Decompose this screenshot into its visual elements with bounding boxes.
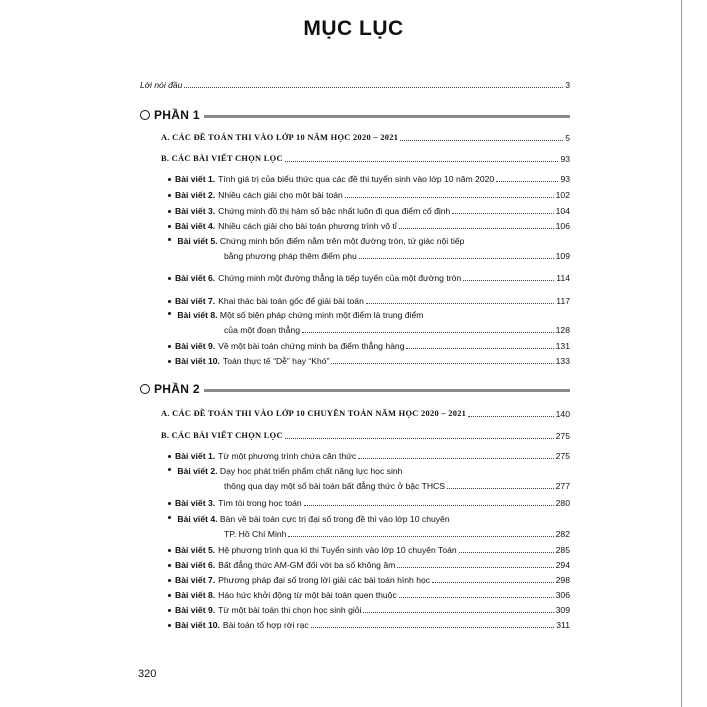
page-ref: 294 [555, 560, 570, 570]
toc-article-continuation[interactable] [224, 325, 570, 335]
circle-icon [140, 384, 150, 394]
leader-dots [468, 416, 553, 417]
part-label: PHẦN 2 [154, 382, 200, 396]
bullet-icon [168, 360, 171, 363]
article-title-cont: TP. Hồ Chí Minh [224, 529, 287, 539]
article-number: Bài viết 6. [175, 273, 216, 283]
part-1-header [140, 108, 570, 122]
article-title: Chứng minh bốn điểm nằm trên một đường tròn, tứ giác nội tiếp [219, 236, 465, 246]
article-number: Bài viết 10. [175, 620, 220, 630]
bullet-icon [168, 178, 171, 181]
part-rule [204, 115, 570, 118]
bullet-icon [168, 609, 171, 612]
leader-dots [359, 258, 554, 259]
leader-dots [463, 280, 554, 281]
toc-section[interactable] [161, 431, 570, 441]
article-title: Tính giá trị của biểu thức qua các đề thi tuyển sinh vào lớp 10 năm 2020 [218, 174, 495, 184]
leader-dots [304, 505, 554, 506]
page-ref: 104 [555, 206, 570, 216]
article-title: Về một bài toán chứng minh ba điểm thẳng hàng [218, 341, 405, 351]
toc-section[interactable] [161, 409, 570, 419]
page-ref: 285 [555, 545, 570, 555]
article-number: Bài viết 1. [175, 451, 216, 461]
article-number: Bài viết 1. [175, 174, 216, 184]
circle-icon [140, 110, 150, 120]
leader-dots [459, 552, 554, 553]
leader-dots [363, 612, 553, 613]
article-number: Bài viết 10. [175, 356, 220, 366]
article-number: Bài viết 8. [177, 310, 218, 320]
article-title-cont: thông qua dạy một số bài toán bất đẳng thức ở bậc THCS [224, 481, 445, 491]
toc-article[interactable] [168, 273, 570, 283]
article-number: Bài viết 3. [175, 206, 216, 216]
toc-article-continuation[interactable] [224, 481, 570, 491]
leader-dots [406, 348, 553, 349]
article-title: Bất đẳng thức AM-GM đối với ba số không âm [218, 560, 396, 570]
part-rule [204, 389, 570, 392]
article-number: Bài viết 6. [175, 560, 216, 570]
page-ref: 117 [556, 296, 570, 306]
leader-dots [452, 213, 553, 214]
leader-dots [311, 627, 555, 628]
bullet-icon [168, 594, 171, 597]
article-number: Bài viết 4. [177, 514, 218, 524]
toc-article[interactable] [168, 575, 570, 585]
article-title: Bài toán tổ hợp rời rạc [222, 620, 309, 630]
article-number: Bài viết 7. [175, 575, 216, 585]
toc-article-continuation[interactable] [224, 251, 570, 261]
page-ref: 93 [560, 154, 570, 164]
article-title: Bàn về bài toán cực trị đại số trong đề thi vào lớp 10 chuyên [219, 514, 450, 524]
section-title: A. CÁC ĐỀ TOÁN THI VÀO LỚP 10 NĂM HỌC 2020 – 2021 [161, 133, 399, 142]
leader-dots [447, 488, 554, 489]
leader-dots [400, 140, 563, 141]
page-ref: 5 [565, 133, 570, 143]
leader-dots [331, 363, 553, 364]
page-ref: 106 [555, 221, 570, 231]
toc-article[interactable] [168, 190, 570, 200]
leader-dots [302, 332, 554, 333]
intro-label: Lời nói đầu [140, 80, 183, 90]
bullet-icon [168, 238, 171, 241]
toc-article[interactable] [168, 206, 570, 216]
section-title: A. CÁC ĐỀ TOÁN THI VÀO LỚP 10 CHUYÊN TOÁN NĂM HỌC 2020 – 2021 [161, 409, 467, 418]
toc-article-first-line[interactable] [168, 310, 423, 320]
leader-dots [432, 582, 554, 583]
leader-dots [358, 458, 553, 459]
article-number: Bài viết 2. [175, 190, 216, 200]
toc-article[interactable] [168, 498, 570, 508]
toc-article[interactable] [168, 560, 570, 570]
article-title: Toán thực tế “Dễ” hay “Khó” [222, 356, 330, 366]
toc-article[interactable] [168, 451, 570, 461]
article-title-cont: bằng phương pháp thêm điểm phụ [224, 251, 357, 261]
toc-section[interactable] [161, 133, 570, 143]
article-title: Nhiều cách giải cho bài toán phương trình vô tỉ [218, 221, 397, 231]
page-ref: 275 [555, 451, 570, 461]
toc-article[interactable] [168, 341, 570, 351]
toc-article[interactable] [168, 545, 570, 555]
leader-dots [285, 438, 554, 439]
bullet-icon [168, 549, 171, 552]
toc-article[interactable] [168, 590, 570, 600]
section-title: B. CÁC BÀI VIẾT CHỌN LỌC [161, 431, 283, 440]
page-ref: 280 [555, 498, 570, 508]
bullet-icon [168, 516, 171, 519]
bullet-icon [168, 345, 171, 348]
article-title: Phương pháp đại số trong lời giải các bài toán hình học [218, 575, 431, 585]
toc-article[interactable] [168, 605, 570, 615]
leader-dots [399, 228, 554, 229]
leader-dots [496, 181, 558, 182]
toc-article[interactable] [168, 296, 570, 306]
page-ref: 140 [555, 409, 570, 419]
bullet-icon [168, 194, 171, 197]
article-number: Bài viết 3. [175, 498, 216, 508]
bullet-icon [168, 455, 171, 458]
part-2-header [140, 382, 570, 396]
page-title: MỤC LỤC [303, 17, 404, 40]
bullet-icon [168, 312, 171, 315]
bullet-icon [168, 277, 171, 280]
article-title: Từ một phương trình chứa căn thức [218, 451, 357, 461]
toc-article[interactable] [168, 620, 570, 630]
leader-dots [184, 87, 563, 88]
article-number: Bài viết 5. [177, 236, 218, 246]
article-number: Bài viết 8. [175, 590, 216, 600]
article-title: Một số biện pháp chứng minh một điểm là trung điểm [219, 310, 424, 320]
leader-dots [285, 161, 559, 162]
toc-article[interactable] [168, 221, 570, 231]
page-ref: 298 [555, 575, 570, 585]
toc-article-continuation[interactable] [224, 529, 570, 539]
leader-dots [399, 597, 554, 598]
leader-dots [366, 303, 554, 304]
page-ref: 309 [555, 605, 570, 615]
page-ref: 109 [555, 251, 570, 261]
toc-article-first-line[interactable] [168, 236, 464, 246]
page-number: 320 [138, 668, 157, 680]
bullet-icon [168, 225, 171, 228]
article-title: Tìm tòi trong học toán [218, 498, 302, 508]
bullet-icon [168, 300, 171, 303]
bullet-icon [168, 564, 171, 567]
bullet-icon [168, 624, 171, 627]
toc-article-first-line[interactable] [168, 466, 402, 476]
article-title: Chứng minh một đường thẳng là tiếp tuyến của một đường tròn [218, 273, 462, 283]
toc-section[interactable] [161, 154, 570, 164]
toc-article-first-line[interactable] [168, 514, 450, 524]
bullet-icon [168, 579, 171, 582]
page-ref: 114 [556, 273, 570, 283]
leader-dots [288, 536, 553, 537]
article-number: Bài viết 4. [175, 221, 216, 231]
article-title: Chứng minh đồ thị hàm số bậc nhất luôn đi qua điểm cố định [218, 206, 451, 216]
bullet-icon [168, 210, 171, 213]
page-ref: 275 [555, 431, 570, 441]
article-title: Từ một bài toán thi chọn học sinh giỏi [218, 605, 362, 615]
page-ref: 311 [556, 620, 570, 630]
article-title: Dạy học phát triển phẩm chất năng lực học sinh [219, 466, 403, 476]
bullet-icon [168, 502, 171, 505]
toc-article[interactable] [168, 356, 570, 366]
toc-article[interactable] [168, 174, 570, 184]
page-edge-line [681, 0, 682, 707]
article-title: Hệ phương trình qua kì thi Tuyển sinh vào lớp 10 chuyên Toán [218, 545, 457, 555]
page-ref: 133 [555, 356, 570, 366]
leader-dots [345, 197, 554, 198]
page-ref: 128 [555, 325, 570, 335]
toc-entry-intro[interactable] [140, 80, 570, 90]
page-ref: 277 [555, 481, 570, 491]
article-number: Bài viết 9. [175, 605, 216, 615]
section-title: B. CÁC BÀI VIẾT CHỌN LỌC [161, 154, 283, 163]
page-ref: 3 [565, 80, 570, 90]
page-ref: 93 [560, 174, 570, 184]
page-ref: 282 [555, 529, 570, 539]
part-label: PHẦN 1 [154, 108, 200, 122]
article-number: Bài viết 9. [175, 341, 216, 351]
article-title: Háo hức khởi động từ một bài toán quen thuộc [218, 590, 397, 600]
article-number: Bài viết 2. [177, 466, 218, 476]
page-ref: 306 [555, 590, 570, 600]
leader-dots [397, 567, 553, 568]
article-number: Bài viết 5. [175, 545, 216, 555]
article-title: Nhiều cách giải cho một bài toán [218, 190, 343, 200]
page-ref: 131 [555, 341, 570, 351]
bullet-icon [168, 468, 171, 471]
article-title: Khai thác bài toán gốc để giải bài toán [218, 296, 364, 306]
article-title-cont: của một đoạn thẳng [224, 325, 300, 335]
page-ref: 102 [555, 190, 570, 200]
article-number: Bài viết 7. [175, 296, 216, 306]
